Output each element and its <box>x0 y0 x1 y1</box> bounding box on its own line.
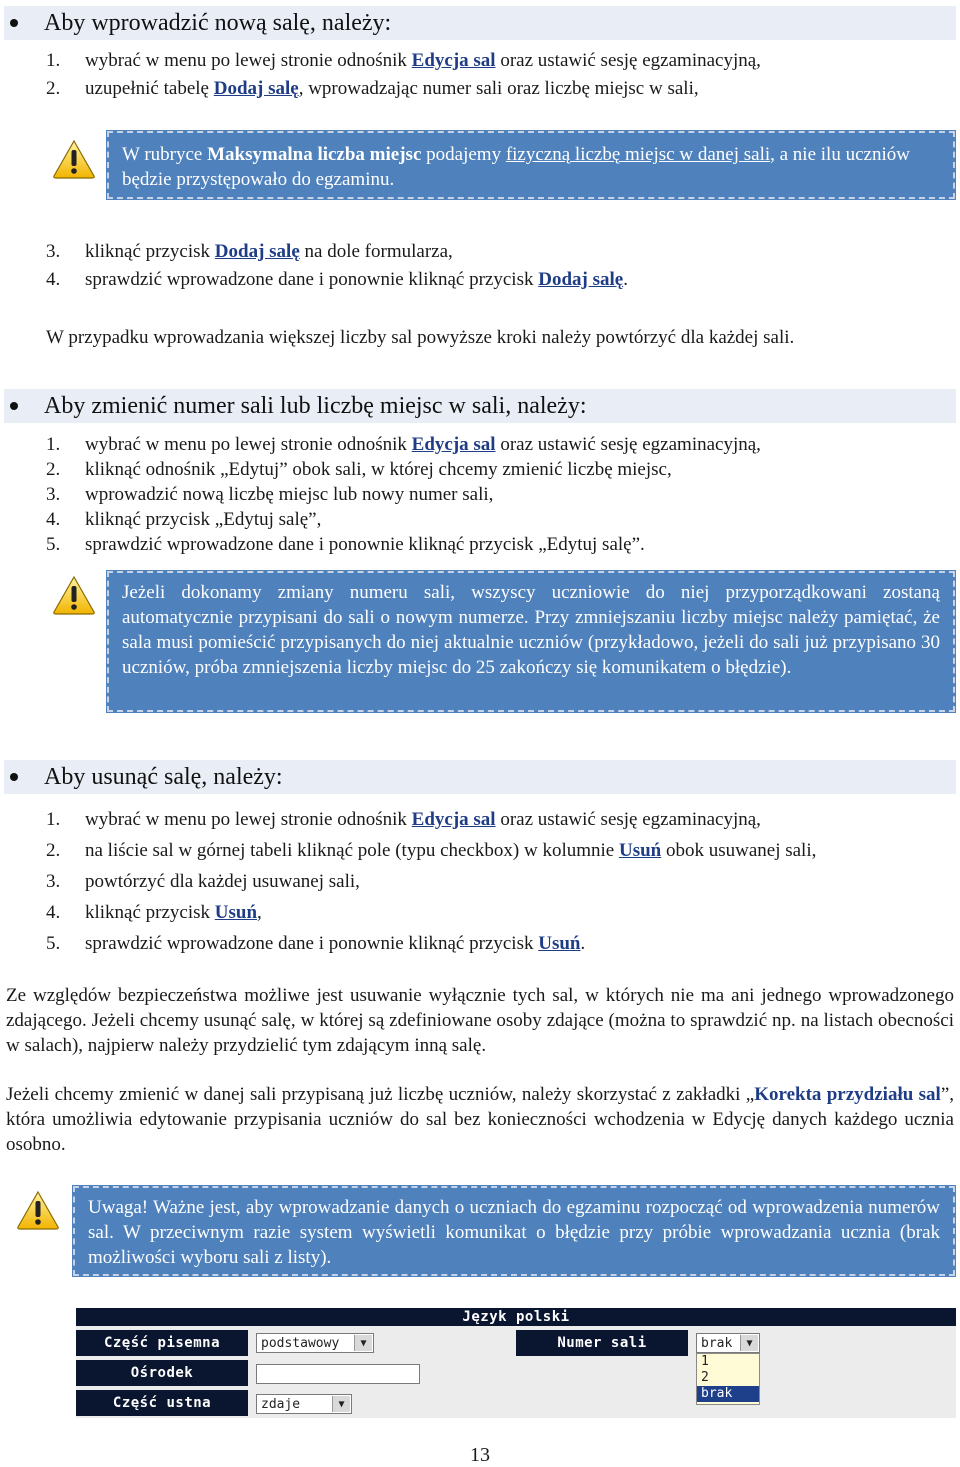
step-text: powtórzyć dla każdej usuwanej sali, <box>85 871 360 892</box>
list-item <box>46 928 946 959</box>
steps-list-add-2 <box>46 241 946 291</box>
list-item <box>46 804 946 835</box>
step-text: kliknąć przycisk <box>85 241 215 262</box>
step-text: , wprowadzając numer sali oraz liczbę miejsc w sali, <box>298 78 699 99</box>
note-room-change: Jeżeli dokonamy zmiany numeru sali, wszyscy uczniowie do niej przyporządkowani zostaną automatycznie przypisani do sali o nowym numerze. Przy zmniejszaniu liczby miejsc należy pamiętać, że sala musi pomieścić przypisanych do niej aktualnie uczniów (przykładowo, jeżeli do sali już przypisano 30 uczniów, próba zmniejszenia liczby miejsc do 25 zakończy się komunikatem o błędzie). <box>106 570 956 713</box>
step-text: . <box>623 269 628 290</box>
heading-text: Aby usunąć salę, należy: <box>44 763 283 790</box>
section-heading-edit-room <box>4 389 956 423</box>
row-label-osrodek: Ośrodek <box>76 1360 248 1386</box>
paragraph-security: Ze względów bezpieczeństwa możliwe jest usuwanie wyłącznie tych sal, w których nie ma ani jednego wprowadzonego zdającego. Jeżeli chcemy usunąć salę, w której są zdefiniowane osoby zdające (można to sprawdzić np. na listach obecności w salach), najpierw należy przydzielić tym zdającym inną salę. <box>6 985 954 1056</box>
bullet <box>10 19 18 27</box>
select-value: zdaje <box>261 1396 301 1412</box>
note-text: podajemy <box>421 144 506 165</box>
repeat-note: W przypadku wprowadzania większej liczby sal powyższe kroki należy powtórzyć dla każdej sali. <box>46 327 795 348</box>
steps-list-delete <box>46 804 946 959</box>
step-number: 2. <box>46 459 61 480</box>
list-item <box>46 269 946 291</box>
step-text: , <box>257 902 262 923</box>
czesc-pisemna-select[interactable] <box>256 1333 374 1353</box>
note-underline-text: fizyczną liczbę miejsc w danej sali <box>505 144 771 165</box>
step-text: wprowadzić nową liczbę miejsc lub nowy numer sali, <box>85 484 494 505</box>
list-item <box>46 866 946 897</box>
step-text: kliknąć przycisk „Edytuj salę”, <box>85 509 322 530</box>
warning-triangle-icon <box>16 1190 60 1230</box>
step-number: 2. <box>46 840 61 861</box>
list-item <box>46 432 946 457</box>
bullet <box>10 402 18 410</box>
note-max-seats <box>106 130 956 200</box>
step-number: 5. <box>46 933 61 954</box>
step-number: 3. <box>46 241 61 262</box>
step-text: oraz ustawić sesję egzaminacyjną, <box>495 434 761 455</box>
select-value: podstawowy <box>261 1335 340 1351</box>
step-text: uzupełnić tabelę <box>85 78 214 99</box>
list-item <box>46 457 946 482</box>
list-item <box>46 897 946 928</box>
list-item <box>46 50 946 72</box>
usun-link[interactable]: Usuń <box>538 933 581 954</box>
exam-form-screenshot <box>76 1308 956 1418</box>
room-number-select[interactable] <box>696 1333 760 1353</box>
note-text: W rubryce <box>122 144 208 165</box>
step-text: kliknąć przycisk <box>85 902 215 923</box>
step-text: wybrać w menu po lewej stronie odnośnik <box>85 434 412 455</box>
chevron-down-icon: ▼ <box>354 1335 372 1351</box>
list-item <box>46 241 946 263</box>
warning-triangle-icon <box>52 139 96 179</box>
step-number: 3. <box>46 871 61 892</box>
edycja-sal-link[interactable]: Edycja sal <box>411 50 496 71</box>
edycja-sal-link[interactable]: Edycja sal <box>411 434 496 455</box>
list-item <box>46 507 946 532</box>
select-value: brak <box>701 1335 733 1351</box>
step-number: 1. <box>46 434 61 455</box>
warning-triangle-icon <box>52 575 96 615</box>
step-text: na liście sal w górnej tabeli kliknąć pole (typu checkbox) w kolumnie <box>85 840 619 861</box>
chevron-down-icon: ▼ <box>332 1396 350 1412</box>
note-warning-order: Uwaga! Ważne jest, aby wprowadzanie danych o uczniach do egzaminu rozpocząć od wprowadzenia numerów sal. W przeciwnym razie system wyświetli komunikat o błędzie przy próbie wprowadzania ucznia (brak możliwości wyboru sali z listy). <box>72 1185 956 1277</box>
dodaj-sale-link[interactable]: Dodaj salę <box>538 269 624 290</box>
step-number: 3. <box>46 484 61 505</box>
osrodek-input[interactable] <box>256 1364 420 1384</box>
page-number: 13 <box>470 1444 490 1466</box>
paragraph-korekta <box>6 1082 954 1157</box>
room-options-listbox[interactable] <box>696 1353 760 1405</box>
heading-text: Aby zmienić numer sali lub liczbę miejsc w sali, należy: <box>44 392 587 419</box>
step-text: sprawdzić wprowadzone dane i ponownie kliknąć przycisk <box>85 269 539 290</box>
chevron-down-icon: ▼ <box>740 1335 758 1351</box>
heading-text: Aby wprowadzić nową salę, należy: <box>44 9 392 36</box>
step-text: sprawdzić wprowadzone dane i ponownie kliknąć przycisk <box>85 933 539 954</box>
bullet <box>10 773 18 781</box>
step-number: 4. <box>46 509 61 530</box>
step-number: 4. <box>46 269 61 290</box>
dodaj-sale-link[interactable]: Dodaj salę <box>214 241 300 262</box>
row-label-czesc-ustna: Część ustna <box>76 1390 248 1416</box>
step-text: oraz ustawić sesję egzaminacyjną, <box>495 50 761 71</box>
paragraph-text: Jeżeli chcemy zmienić w danej sali przypisaną już liczbę uczniów, należy skorzystać z zakładki „ <box>6 1084 755 1105</box>
korekta-przydzialu-sal-text: Korekta przydziału sal <box>754 1084 941 1105</box>
step-text: oraz ustawić sesję egzaminacyjną, <box>495 809 761 830</box>
step-text: sprawdzić wprowadzone dane i ponownie kliknąć przycisk „Edytuj salę”. <box>85 534 645 555</box>
form-header: Język polski <box>76 1308 956 1326</box>
step-number: 4. <box>46 902 61 923</box>
step-number: 1. <box>46 809 61 830</box>
edycja-sal-link[interactable]: Edycja sal <box>411 809 496 830</box>
note-text: , a nie ilu uczniów będzie przystępowało do egzaminu. <box>122 144 910 190</box>
room-number-label: Numer sali <box>516 1330 688 1356</box>
section-heading-add-room <box>4 6 956 40</box>
steps-list-add <box>46 50 946 100</box>
steps-list-edit <box>46 432 946 557</box>
list-item <box>46 835 946 866</box>
section-heading-delete-room <box>4 760 956 794</box>
step-text: . <box>580 933 586 954</box>
paragraph-text: ”, która umożliwia edytowanie przypisania uczniów do sal bez konieczności wchodzenia w Edycję danych każdego ucznia osobno. <box>6 1084 954 1155</box>
dodaj-sale-link[interactable]: Dodaj salę <box>213 78 299 99</box>
list-item[interactable]: 2 <box>701 1370 709 1385</box>
list-item[interactable]: 1 <box>701 1354 709 1369</box>
usun-link[interactable]: Usuń <box>214 902 258 923</box>
step-number: 2. <box>46 78 61 99</box>
step-number: 5. <box>46 534 61 555</box>
list-item[interactable]: brak <box>697 1386 759 1402</box>
note-bold-text: Maksymalna liczba miejsc <box>207 144 422 165</box>
list-item <box>46 78 946 100</box>
usun-link[interactable]: Usuń <box>618 840 662 861</box>
step-text: na dole formularza, <box>299 241 453 262</box>
step-text: obok usuwanej sali, <box>661 840 817 861</box>
list-item <box>46 482 946 507</box>
czesc-ustna-select[interactable] <box>256 1394 352 1414</box>
list-item <box>46 532 946 557</box>
step-text: kliknąć odnośnik „Edytuj” obok sali, w której chcemy zmienić liczbę miejsc, <box>85 459 672 480</box>
step-text: wybrać w menu po lewej stronie odnośnik <box>85 809 412 830</box>
row-label-czesc-pisemna: Część pisemna <box>76 1330 248 1356</box>
step-number: 1. <box>46 50 61 71</box>
step-text: wybrać w menu po lewej stronie odnośnik <box>85 50 412 71</box>
